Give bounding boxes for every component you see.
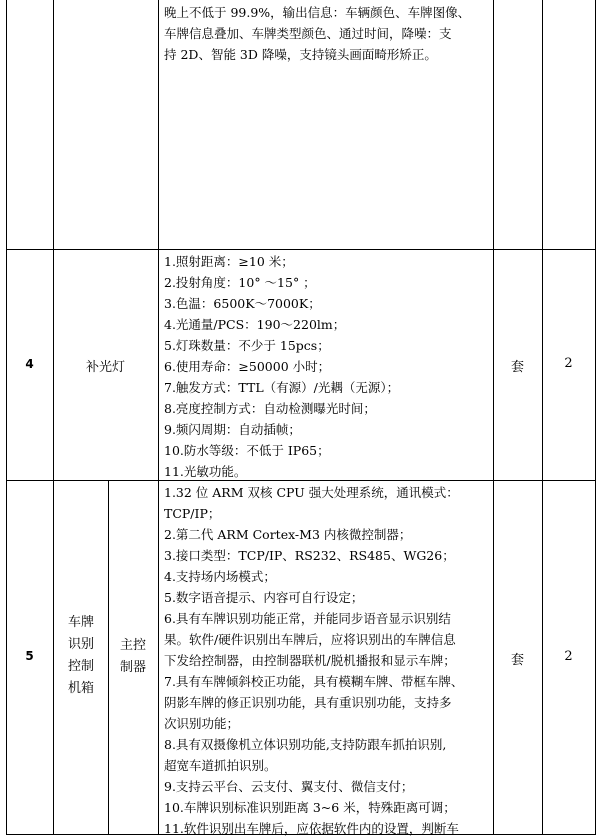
description-line: 4.支持场内场模式； [164, 569, 276, 584]
description-line: 持 2D、智能 3D 降噪，支持镜头画面畸形矫正。 [164, 47, 437, 62]
description-line: 4.光通量/PCS：190～220lm； [164, 317, 346, 332]
description-line: 果。软件/硬件识别出车牌后，应将识别出的车牌信息 [164, 632, 456, 647]
row3-description [164, 2, 470, 65]
row-divider-4-top [6, 249, 596, 250]
row5-quantity: 2 [564, 649, 573, 664]
row4-number: 4 [25, 357, 34, 371]
description-line: 下发给控制器，由控制器联机/脱机播报和显示车牌； [164, 653, 456, 668]
col-divider-name [158, 0, 159, 835]
spec-table [6, 0, 596, 839]
table-right-border [595, 0, 596, 835]
col-divider-subname [108, 480, 109, 835]
row5-unit: 套 [510, 653, 524, 668]
description-line: 车牌信息叠加、车牌类型颜色、通过时间，降噪：支 [164, 26, 452, 41]
description-line: 7.触发方式：TTL（有源）/光耦（无源）； [164, 380, 400, 395]
description-line: 6.具有车牌识别功能正常，并能同步语音显示识别结 [164, 611, 451, 626]
row4-unit: 套 [510, 360, 524, 375]
description-line: 6.使用寿命：≥50000 小时； [164, 359, 331, 374]
description-line: 8.具有双摄像机立体识别功能,支持防跟车抓拍识别, [164, 737, 447, 752]
col-divider-number [53, 0, 54, 835]
row4-description [164, 251, 399, 482]
row5-description [164, 482, 463, 839]
description-line: 3.色温：6500K～7000K； [164, 296, 321, 311]
description-line: 次识别功能； [164, 716, 240, 731]
description-line: 1.32 位 ARM 双核 CPU 强大处理系统，通讯模式： [164, 485, 459, 500]
description-line: 1.照射距离：≥10 米； [164, 254, 294, 269]
description-line: 5.灯珠数量：不少于 15pcs； [164, 338, 330, 353]
description-line: 超宽车道抓拍识别。 [164, 758, 277, 773]
description-line: 7.具有车牌倾斜校正功能，具有模糊车牌、带框车牌、 [164, 674, 464, 689]
row4-quantity: 2 [564, 356, 573, 371]
description-line: 11.软件识别出车牌后，应依据软件内的设置，判断车 [164, 821, 459, 836]
description-line: 2.第二代 ARM Cortex-M3 内核微控制器； [164, 527, 412, 542]
row4-name: 补光灯 [85, 360, 125, 375]
description-line: 10.车牌识别标准识别距离 3~6 米，特殊距离可调； [164, 800, 456, 815]
description-line: 3.接口类型：TCP/IP、RS232、RS485、WG26； [164, 548, 455, 563]
table-left-border [6, 0, 7, 835]
description-line: TCP/IP； [164, 506, 221, 521]
col-divider-desc [493, 0, 494, 835]
row5-subname: 主控制器 [119, 638, 146, 675]
description-line: 晚上不低于 99.9%，输出信息：车辆颜色、车牌图像、 [164, 5, 471, 20]
description-line: 11.光敏功能。 [164, 464, 247, 479]
description-line: 阴影车牌的修正识别功能，具有重识别功能，支持多 [164, 695, 452, 710]
row5-name: 车牌识别控制机箱 [67, 615, 94, 696]
row5-number: 5 [25, 649, 34, 663]
description-line: 9.频闪周期：自动插帧； [164, 422, 301, 437]
description-line: 5.数字语音提示、内容可自行设定； [164, 590, 364, 605]
description-line: 2.投射角度：10° ～15° ； [164, 275, 316, 290]
description-line: 9.支持云平台、云支付、翼支付、微信支付； [164, 779, 414, 794]
description-line: 10.防水等级：不低于 IP65； [164, 443, 330, 458]
description-line: 8.亮度控制方式：自动检测曝光时间； [164, 401, 376, 416]
col-divider-unit [542, 0, 543, 835]
